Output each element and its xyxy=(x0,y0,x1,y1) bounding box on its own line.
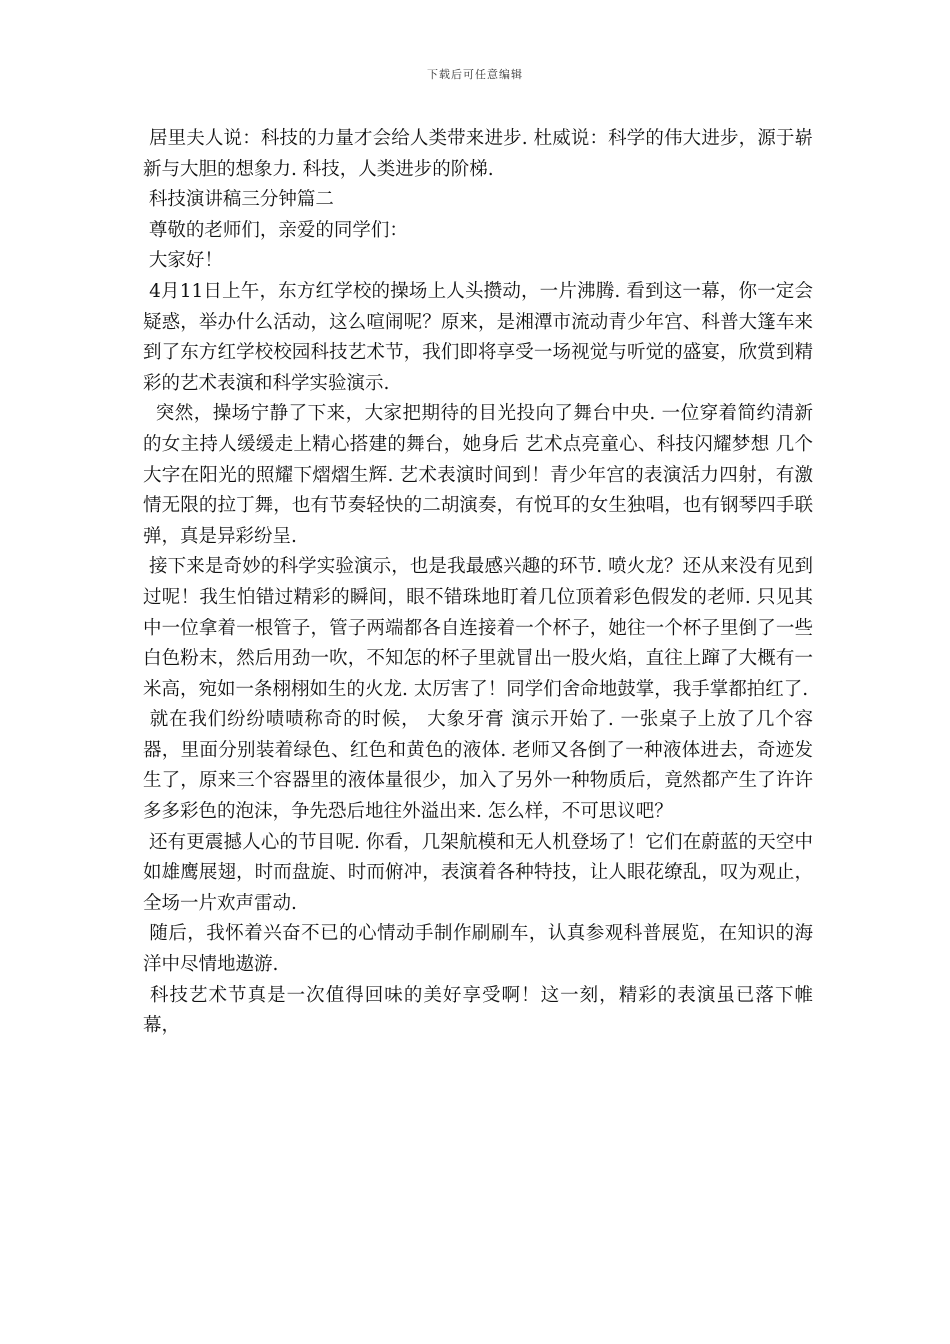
paragraph-exhibition: 随后，我怀着兴奋不已的心情动手制作刷刷车，认真参观科普展览，在知识的海洋中尽情地遨游. xyxy=(143,923,813,976)
paragraph-drones: 还有更震撼人心的节目呢. 你看，几架航模和无人机登场了！它们在蔚蓝的天空中如雄鹰展翅，时而盘旋、时而俯冲，表演着各种特技，让人眼花缭乱，叹为观止，全场一片欢声雷动. xyxy=(143,831,813,914)
paragraph-elephant-toothpaste: 就在我们纷纷啧啧称奇的时候， 大象牙膏 演示开始了. 一张桌子上放了几个容器，里面分别装着绿色、红色和黄色的液体. 老师又各倒了一种液体进去，奇迹发生了，原来三个容器里的液体量很少，加入了另外一种物质后，竟然都产生了许许多多彩色的泡沫，争先恐后地往外溢出来. 怎么样，不可思议吧？ xyxy=(143,709,813,823)
paragraph-closing: 科技艺术节真是一次值得回味的美好享受啊！这一刻，精彩的表演虽已落下帷幕， xyxy=(143,984,813,1037)
paragraph-opening: 4月11日上午，东方红学校的操场上人头攒动，一片沸腾. 看到这一幕，你一定会疑惑，举办什么活动，这么喧闹呢？原来，是湘潭市流动青少年宫、科普大篷车来到了东方红学校校园科技艺术节，我们即将享受一场视觉与听觉的盛宴，欣赏到精彩的艺术表演和科学实验演示. xyxy=(143,280,813,394)
paragraph-fire-dragon: 接下来是奇妙的科学实验演示，也是我最感兴趣的环节. 喷火龙？还从来没有见到过呢！我生怕错过精彩的瞬间，眼不错珠地盯着几位顶着彩色假发的老师. 只见其中一位拿着一根管子，管子两端都各自连接着一个杯子，她往一个杯子里倒了一些白色粉末，然后用劲一吹，不知怎的杯子里就冒出一股火焰，直往上蹿了大概有一米高，宛如一条栩栩如生的火龙. 太厉害了！同学们舍命地鼓掌，我手掌都拍红了. xyxy=(143,556,813,700)
paragraph-art-show: 突然，操场宁静了下来，大家把期待的目光投向了舞台中央. 一位穿着简约清新的女主持人缓缓走上精心搭建的舞台，她身后 艺术点亮童心、科技闪耀梦想 几个大字在阳光的照耀下熠熠生辉. 艺术表演时间到！青少年宫的表演活力四射，有激情无限的拉丁舞，也有节奏轻快的二胡演奏，有悦耳的女生独唱，也有钢琴四手联弹，真是异彩纷呈. xyxy=(143,403,813,547)
page-header: 下载后可任意编辑 xyxy=(427,68,523,81)
document-body xyxy=(143,124,813,1042)
section-heading: 科技演讲稿三分钟篇二 xyxy=(143,189,334,211)
greeting: 大家好！ xyxy=(143,250,223,272)
salutation: 尊敬的老师们，亲爱的同学们： xyxy=(143,219,408,241)
paragraph-quotes: 居里夫人说：科技的力量才会给人类带来进步. 杜威说：科学的伟大进步，源于崭新与大胆的想象力. 科技，人类进步的阶梯. xyxy=(143,128,813,180)
